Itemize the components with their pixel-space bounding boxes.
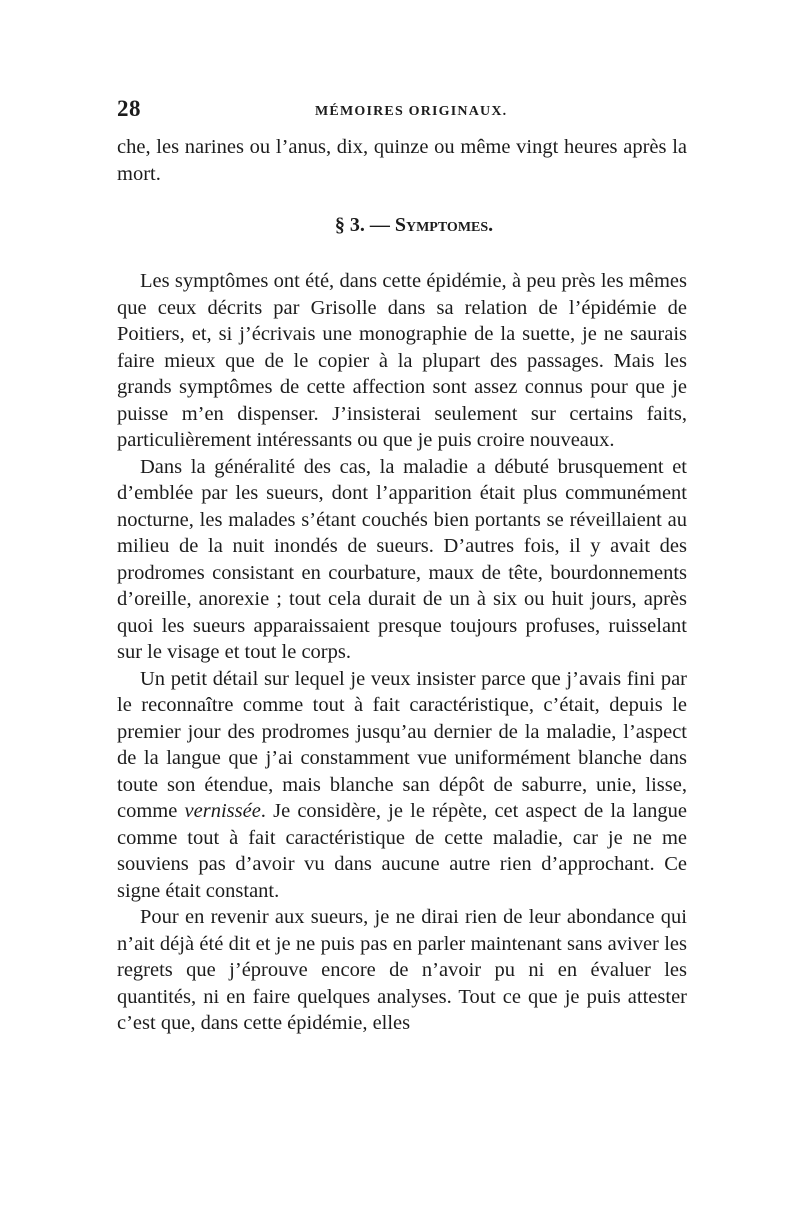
italic-term: vernissée — [184, 800, 261, 822]
section-number: § 3. — — [334, 214, 395, 236]
paragraph: Les symptômes ont été, dans cette épidémie, à peu près les mêmes que ceux décrits par Grisolle dans sa relation de l’épidémie de Poitiers, et, si j’écrivais une monographie de la suette, je ne saurais faire mieux que de le copier à la plupart des passages. Mais les grands symptômes de cette affection sont assez connus pour que je puisse m’en dispenser. J’insisterai seulement sur certains faits, particulièrement intéressants ou que je puis croire nouveaux. — [117, 270, 687, 451]
running-title: MÉMOIRES ORIGINAUX. — [315, 104, 508, 119]
main-text — [117, 268, 687, 1037]
running-head — [117, 96, 687, 126]
paragraph — [117, 666, 687, 905]
continuation-text: che, les narines ou l’anus, dix, quinze ou même vingt heures après la mort. — [117, 136, 687, 185]
paragraph: Pour en revenir aux sueurs, je ne dirai rien de leur abondance qui n’ait déjà été dit et je ne puis pas en parler maintenant sans aviver les regrets que j’éprouve encore de n’avoir pu ni en évaluer les quantités, ni en faire quelques analyses. Tout ce que je puis attester c’est que, dans cette épidémie, elles — [117, 906, 687, 1034]
section-title: Symptomes. — [394, 214, 494, 236]
section-heading — [117, 214, 687, 237]
paragraph: Dans la généralité des cas, la maladie a débuté brusquement et d’emblée par les sueurs, dont l’apparition était plus communément nocturne, les malades s’étant couchés bien portants se réveillaient au milieu de la nuit inondés de sueurs. D’autres fois, il y avait des prodromes consistant en courbature, maux de tête, bourdonnements d’oreille, anorexie ; tout cela durait de un à six ou huit jours, après quoi les sueurs apparaissaient presque toujours profuses, ruisselant sur le visage et tout le corps. — [117, 455, 687, 663]
paragraph-text: . Je considère, je le répète, cet aspect de la langue comme tout à fait caractéristique de cette maladie, car je ne me souviens pas d’avoir vu dans aucune autre rien d’approchant. Ce signe était constant. — [117, 800, 688, 902]
paragraph-text: Un petit détail sur lequel je veux insister parce que j’avais fini par le reconnaître comme tout à fait caractéristique, c’était, depuis le premier jour des prodromes jusqu’au dernier de la maladie, l’aspect de la langue que j’ai constamment vue uniformément blanche dans toute son étendue, mais blanche san dépôt de saburre, unie, lisse, comme — [117, 667, 687, 822]
page-number: 28 — [117, 96, 141, 121]
